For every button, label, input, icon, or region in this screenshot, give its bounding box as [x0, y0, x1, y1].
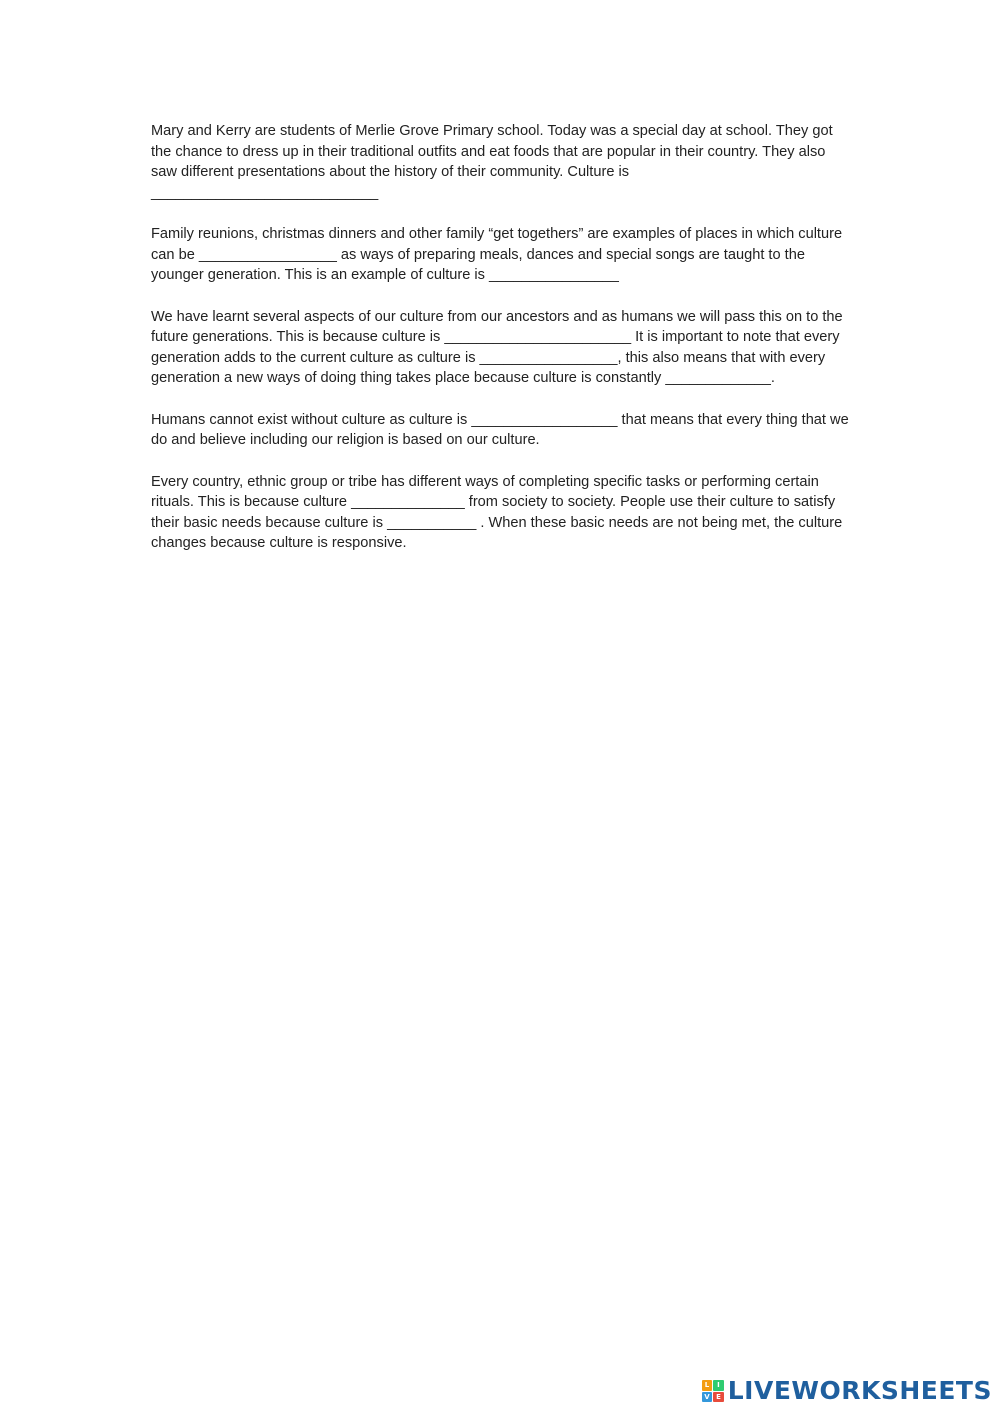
paragraph-4: Humans cannot exist without culture as culture is __________________ that means that every thing that we do and believe including our religion is based on our culture. [151, 411, 849, 448]
paragraph-5: Every country, ethnic group or tribe has different ways of completing specific tasks or performing certain rituals. This is because culture ______________ from society to society. People use their culture to satisfy their basic needs because culture is ___________ . When these basic needs are not being met, the culture changes because culture is responsive. [151, 473, 843, 551]
logo-letter: L [702, 1380, 713, 1391]
logo-letter: V [702, 1392, 713, 1403]
worksheet-text [151, 121, 851, 575]
liveworksheets-logo [702, 1377, 992, 1405]
paragraph-1: Mary and Kerry are students of Merlie Grove Primary school. Today was a special day at school. They got the chance to dress up in their traditional outfits and eat foods that are popular in their country. They also saw different presentations about the history of their community. Culture is ____________________________ [151, 123, 833, 201]
paragraph-2: Family reunions, christmas dinners and other family “get togethers” are examples of places in which culture can be _________________ as ways of preparing meals, dances and special songs are taught to the younger generation. This is an example of culture is ________________ [151, 226, 843, 283]
logo-letter: I [713, 1380, 724, 1391]
logo-mark-icon [702, 1380, 724, 1402]
logo-letter: E [713, 1392, 724, 1403]
brand-name: LIVEWORKSHEETS [727, 1376, 992, 1405]
paragraph-3: We have learnt several aspects of our culture from our ancestors and as humans we will pass this on to the future generations. This is because culture is _______________________ It is important to note that every generation adds to the current culture as culture is _________________, this also means that with every generation a new ways of doing thing takes place because culture is constantly _____________. [151, 308, 843, 386]
